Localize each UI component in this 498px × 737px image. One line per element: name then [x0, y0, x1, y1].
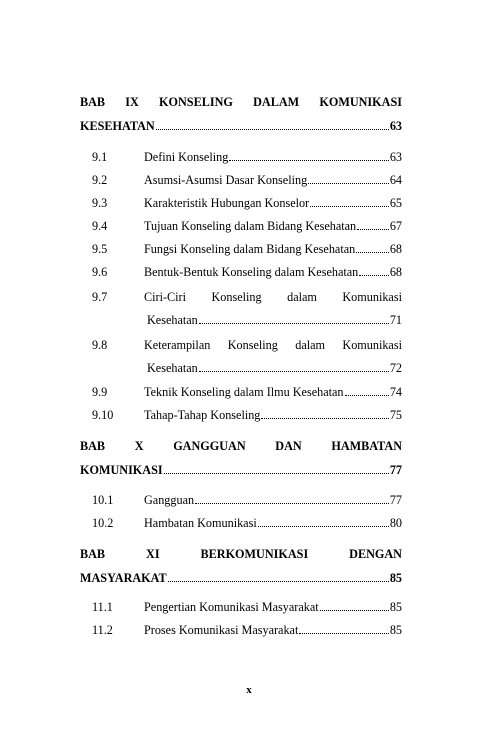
page-number: 65: [389, 196, 402, 210]
section-number: 11.2: [92, 623, 113, 637]
section-title-word: Komunikasi: [342, 290, 402, 304]
heading-word: KESEHATAN: [80, 119, 155, 133]
dot-leader: [261, 418, 388, 419]
dot-leader: [345, 395, 389, 396]
section-title-word: Konseling: [227, 338, 278, 352]
page-number: 74: [389, 385, 402, 399]
dot-leader: [258, 526, 389, 527]
chapter-heading-line2: [80, 566, 402, 590]
heading-word: BAB: [80, 439, 106, 453]
dot-leader: [195, 503, 389, 504]
heading-word: KOMUNIKASI: [80, 463, 163, 477]
chapter-heading-line1: [80, 90, 402, 114]
section-number: 10.1: [92, 493, 114, 507]
section-title: Tahap-Tahap Konseling: [144, 408, 261, 422]
section-title-word: Ciri-Ciri: [144, 290, 186, 304]
section-title: Gangguan: [144, 493, 195, 507]
page-number: 63: [389, 150, 402, 164]
section-number: 9.3: [92, 196, 108, 210]
toc-entry: [92, 146, 402, 169]
page-footer-number: x: [246, 684, 252, 696]
section-title: Teknik Konseling dalam Ilmu Kesehatan: [144, 385, 344, 399]
page-number: 68: [389, 265, 402, 279]
section-title: Hambatan Komunikasi: [144, 516, 257, 530]
dot-leader: [168, 581, 389, 582]
dot-leader: [356, 252, 389, 253]
section-title: Asumsi-Asumsi Dasar Konseling: [144, 173, 308, 187]
section-number: 9.5: [92, 242, 108, 256]
chapter-heading-x: [80, 434, 402, 482]
heading-word: XI: [146, 547, 160, 561]
section-title-word: dalam: [295, 338, 325, 352]
section-title-word: Kesehatan: [147, 361, 198, 375]
toc-entry: [92, 261, 402, 284]
section-title: Proses Komunikasi Masyarakat: [144, 623, 299, 637]
page-number: 80: [389, 516, 402, 530]
page-number: 71: [389, 313, 402, 327]
section-number: 9.9: [92, 385, 108, 399]
page-number: 77: [389, 463, 402, 477]
heading-word: DALAM: [253, 95, 300, 109]
heading-word: HAMBATAN: [331, 439, 402, 453]
chapter-heading-line1: [80, 542, 402, 566]
dot-leader: [299, 633, 388, 634]
toc-entry: [92, 286, 402, 332]
heading-word: X: [134, 439, 144, 453]
section-title: Pengertian Komunikasi Masyarakat: [144, 600, 319, 614]
page-number: 72: [389, 361, 402, 375]
section-title-word: Komunikasi: [342, 338, 402, 352]
page-number: 64: [389, 173, 402, 187]
dot-leader: [164, 473, 389, 474]
section-number: 9.10: [92, 408, 114, 422]
toc-entry: [92, 381, 402, 404]
heading-word: BAB: [80, 95, 106, 109]
heading-word: KONSELING: [159, 95, 233, 109]
section-number: 9.4: [92, 219, 108, 233]
toc-entry: [92, 404, 402, 427]
page-number: 85: [389, 600, 402, 614]
section-number: 9.6: [92, 265, 108, 279]
chapter-heading-ix: [80, 90, 402, 138]
toc-entry: [92, 192, 402, 215]
toc-entry: [92, 512, 402, 535]
chapter-heading-line2: [80, 114, 402, 138]
chapter-heading-line1: [80, 434, 402, 458]
page-number: 85: [389, 623, 402, 637]
dot-leader: [357, 229, 389, 230]
section-title-word: dalam: [287, 290, 317, 304]
heading-word: DAN: [275, 439, 302, 453]
heading-word: MASYARAKAT: [80, 571, 167, 585]
page-number: 75: [389, 408, 402, 422]
page-number: 85: [389, 571, 402, 585]
toc-entry: [92, 334, 402, 380]
dot-leader: [359, 275, 389, 276]
section-title: Defini Konseling: [144, 150, 229, 164]
section-number: 9.1: [92, 150, 108, 164]
dot-leader: [199, 323, 389, 324]
section-title: Karakteristik Hubungan Konselor: [144, 196, 310, 210]
dot-leader: [310, 206, 389, 207]
heading-word: BAB: [80, 547, 106, 561]
section-number: 9.7: [92, 290, 108, 304]
heading-word: DENGAN: [349, 547, 402, 561]
page-number: 67: [389, 219, 402, 233]
heading-word: BERKOMUNIKASI: [200, 547, 309, 561]
dot-leader: [308, 183, 389, 184]
chapter-heading-line2: [80, 458, 402, 482]
section-title-word: Konseling: [211, 290, 262, 304]
chapter-heading-xi: [80, 542, 402, 590]
section-title-word: Keterampilan: [144, 338, 211, 352]
section-number: 9.2: [92, 173, 108, 187]
dot-leader: [199, 371, 389, 372]
page-number: 77: [389, 493, 402, 507]
page-number: 68: [389, 242, 402, 256]
section-title: Tujuan Konseling dalam Bidang Kesehatan: [144, 219, 357, 233]
heading-word: KOMUNIKASI: [319, 95, 402, 109]
section-title-word: Kesehatan: [147, 313, 198, 327]
section-title: Bentuk-Bentuk Konseling dalam Kesehatan: [144, 265, 359, 279]
section-title: Fungsi Konseling dalam Bidang Kesehatan: [144, 242, 356, 256]
section-number: 9.8: [92, 338, 108, 352]
heading-word: GANGGUAN: [173, 439, 246, 453]
section-number: 11.1: [92, 600, 113, 614]
toc-entry: [92, 489, 402, 512]
heading-word: IX: [125, 95, 139, 109]
toc-entry: [92, 169, 402, 192]
toc-entry: [92, 215, 402, 238]
dot-leader: [156, 129, 389, 130]
dot-leader: [229, 160, 389, 161]
toc-entry: [92, 596, 402, 619]
page-number: 63: [389, 119, 402, 133]
dot-leader: [320, 610, 389, 611]
section-number: 10.2: [92, 516, 114, 530]
toc-entry: [92, 619, 402, 642]
toc-entry: [92, 238, 402, 261]
